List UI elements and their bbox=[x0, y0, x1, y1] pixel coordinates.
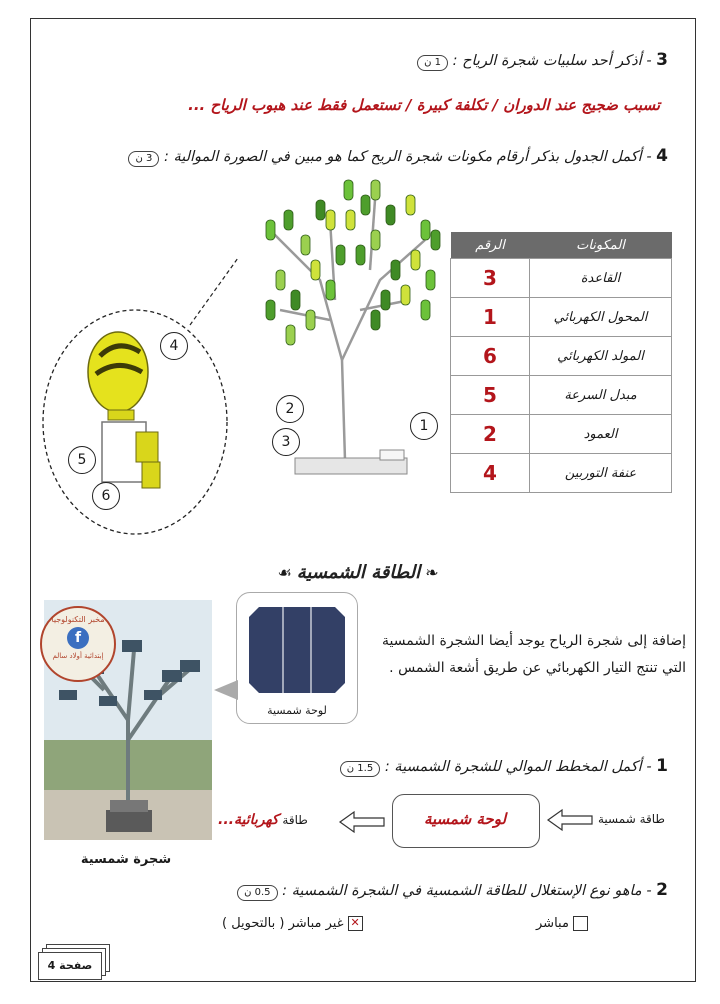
table-row: المحول الكهربائي 1 bbox=[451, 298, 672, 337]
table-row: مبدل السرعة 5 bbox=[451, 376, 672, 415]
turbine-leaf-icon bbox=[306, 310, 315, 330]
option-indirect[interactable]: ✕ غير مباشر ( بالتحويل ) bbox=[222, 916, 363, 931]
points-badge: 1 ن bbox=[417, 55, 448, 71]
turbine-leaf-icon bbox=[326, 280, 335, 300]
turbine-leaf-icon bbox=[266, 220, 275, 240]
turbine-leaf-icon bbox=[326, 210, 335, 230]
turbine-leaf-icon bbox=[276, 270, 285, 290]
facebook-icon: f bbox=[67, 627, 89, 649]
turbine-leaf-icon bbox=[316, 200, 325, 220]
option-direct[interactable]: مباشر bbox=[536, 916, 588, 931]
turbine-leaf-icon bbox=[361, 195, 370, 215]
turbine-leaf-icon bbox=[266, 300, 275, 320]
section-title: الطاقة الشمسية bbox=[296, 562, 421, 583]
turbine-leaf-icon bbox=[401, 285, 410, 305]
turbine-leaf-icon bbox=[421, 300, 430, 320]
flow-box-answer: لوحة شمسية bbox=[423, 810, 507, 828]
direct-checkbox[interactable] bbox=[573, 916, 588, 931]
question-3: 3 - أذكر أحد سلبيات شجرة الرياح : 1 ن bbox=[417, 50, 668, 71]
turbine-leaf-icon bbox=[311, 260, 320, 280]
arrow-left-icon bbox=[338, 810, 386, 834]
arrow-left-icon bbox=[546, 808, 594, 832]
turbine-leaf-icon bbox=[406, 195, 415, 215]
label-5-marker: 5 bbox=[68, 446, 96, 474]
turbine-leaf-icon bbox=[421, 220, 430, 240]
points-badge: 3 ن bbox=[128, 151, 159, 167]
turbine-leaf-icon bbox=[344, 180, 353, 200]
page-number: صفحة 4 bbox=[38, 952, 102, 980]
turbine-leaf-icon bbox=[391, 260, 400, 280]
turbine-leaf-icon bbox=[301, 235, 310, 255]
answer-3: تسبب ضجيج عند الدوران / تكلفة كبيرة / تستعمل فقط عند هبوب الرياح ... bbox=[188, 96, 660, 114]
points-badge: 0.5 ن bbox=[237, 885, 277, 901]
turbine-leaf-icon bbox=[386, 205, 395, 225]
question-4: 4 - أكمل الجدول بذكر أرقام مكونات شجرة الريح كما هو مبين في الصورة الموالية : 3 ن bbox=[128, 146, 668, 167]
callout-pointer bbox=[214, 680, 238, 700]
flow-output: طاقة كهربائية... bbox=[218, 812, 308, 828]
points-badge: 1.5 ن bbox=[340, 761, 380, 777]
label-1-marker: 1 bbox=[410, 412, 438, 440]
turbine-leaf-icon bbox=[371, 310, 380, 330]
turbine-leaf-icon bbox=[371, 230, 380, 250]
turbine-leaf-icon bbox=[336, 245, 345, 265]
header-number: الرقم bbox=[451, 232, 530, 259]
label-2-marker: 2 bbox=[276, 395, 304, 423]
label-6-marker: 6 bbox=[92, 482, 120, 510]
label-3-marker: 3 bbox=[272, 428, 300, 456]
solar-paragraph: إضافة إلى شجرة الرياح يوجد أيضا الشجرة الشمسية التي تنتج التيار الكهربائي عن طريق أشعة الشمس . bbox=[382, 633, 686, 676]
turbine-leaf-icon bbox=[346, 210, 355, 230]
solar-question-2: 2 - ماهو نوع الإستغلال للطاقة الشمسية في الشجرة الشمسية : 0.5 ن bbox=[237, 880, 668, 901]
label-4-marker: 4 bbox=[160, 332, 188, 360]
turbine-leaf-icon bbox=[284, 210, 293, 230]
turbine-leaf-icon bbox=[381, 290, 390, 310]
turbine-leaf-icon bbox=[291, 290, 300, 310]
flow-input-label: طاقة شمسية bbox=[598, 812, 665, 826]
solar-panel-icon bbox=[237, 595, 357, 695]
school-logo bbox=[40, 606, 116, 682]
logo-top-text: مخبر التكنولوجيا bbox=[51, 615, 105, 624]
turbine-leaf-icon bbox=[431, 230, 440, 250]
turbine-zoom-icon bbox=[88, 332, 160, 488]
turbine-leaf-icon bbox=[411, 250, 420, 270]
turbine-leaf-icon bbox=[356, 245, 365, 265]
panel-caption: لوحة شمسية bbox=[267, 704, 327, 717]
table-row: العمود 2 bbox=[451, 415, 672, 454]
indirect-checkbox[interactable]: ✕ bbox=[348, 916, 363, 931]
ornament-icon: ❧ bbox=[425, 563, 439, 582]
turbine-leaf-icon bbox=[286, 325, 295, 345]
logo-bottom-text: إبتدائية أولاد سالم bbox=[52, 652, 104, 660]
panel-callout bbox=[236, 592, 358, 724]
tree-caption: شجرة شمسية bbox=[80, 852, 172, 867]
components-table bbox=[450, 232, 672, 493]
flow-output-answer: كهربائية... bbox=[218, 812, 279, 828]
solar-question-1: 1 - أكمل المخطط الموالي للشجرة الشمسية : 1.5 ن bbox=[340, 756, 668, 777]
turbine-leaf-icon bbox=[371, 180, 380, 200]
table-row: المولد الكهربائي 6 bbox=[451, 337, 672, 376]
table-row: عنفة التوربين 4 bbox=[451, 454, 672, 493]
header-components: المكونات bbox=[530, 232, 672, 259]
turbine-leaf-icon bbox=[426, 270, 435, 290]
table-row: القاعدة 3 bbox=[451, 259, 672, 298]
section-title-row bbox=[248, 562, 468, 583]
wind-tree-illustration bbox=[30, 160, 450, 540]
ornament-icon: ☙ bbox=[277, 563, 292, 582]
